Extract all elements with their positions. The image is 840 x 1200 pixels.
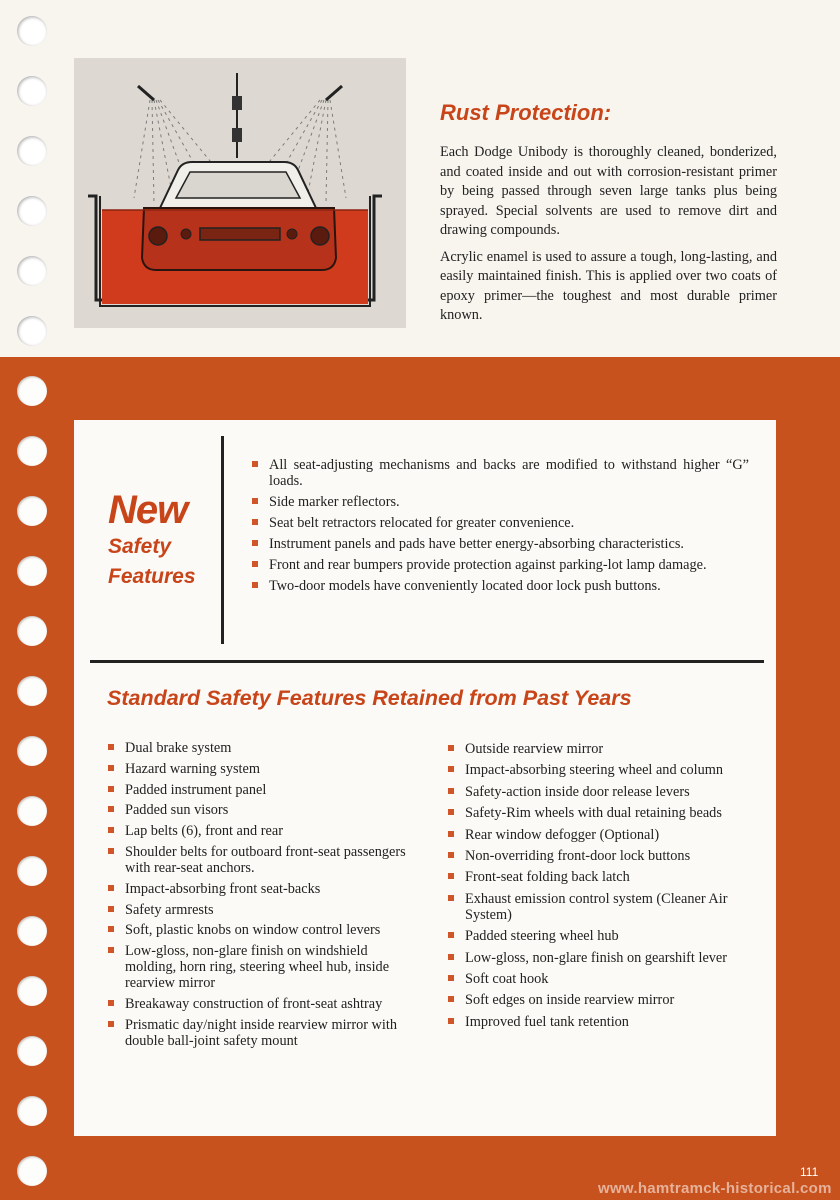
- binder-hole: [17, 1096, 47, 1126]
- list-item-text: Impact-absorbing steering wheel and column: [465, 762, 724, 779]
- list-item: [448, 1014, 753, 1030]
- list-item-text: Low-gloss, non-glare finish on windshield molding, horn ring, steering wheel hub, inside rearview mirror: [125, 943, 390, 992]
- bullet-icon: [448, 932, 454, 938]
- standard-safety-list-left: [108, 740, 408, 1054]
- bullet-icon: [448, 809, 454, 815]
- list-item: [448, 891, 753, 923]
- standard-safety-title: Standard Safety Features Retained from Past Years: [107, 686, 632, 710]
- list-item: [252, 457, 749, 489]
- binder-hole: [17, 856, 47, 886]
- list-item-text: Padded instrument panel: [125, 781, 267, 798]
- binder-holes: [0, 0, 60, 1200]
- binder-hole: [17, 616, 47, 646]
- bullet-icon: [448, 954, 454, 960]
- bullet-icon: [252, 540, 258, 546]
- binder-hole: [17, 796, 47, 826]
- rust-paragraph: Acrylic enamel is used to assure a tough, long-lasting, and easily maintained finish. This is applied over two coats of epoxy primer—the toughest and most durable primer known.: [440, 248, 777, 323]
- bullet-icon: [448, 745, 454, 751]
- standard-safety-list-right: [448, 741, 753, 1035]
- bullet-icon: [108, 848, 114, 854]
- binder-hole: [17, 376, 47, 406]
- new-safety-heading: [108, 488, 218, 592]
- list-item: [448, 762, 753, 778]
- bullet-icon: [108, 786, 114, 792]
- list-item: [448, 805, 753, 821]
- bullet-icon: [108, 1021, 114, 1027]
- new-heading-word: New: [108, 488, 188, 532]
- list-item: [448, 741, 753, 757]
- list-item-text: Padded sun visors: [125, 802, 229, 819]
- binder-hole: [17, 1156, 47, 1186]
- list-item-text: Soft, plastic knobs on window control levers: [125, 922, 381, 939]
- rust-protection-body: [440, 143, 777, 333]
- binder-hole: [17, 1036, 47, 1066]
- bullet-icon: [252, 582, 258, 588]
- binder-hole: [17, 316, 47, 346]
- binder-hole: [17, 76, 47, 106]
- new-heading-line: Features: [108, 565, 196, 588]
- bullet-icon: [448, 852, 454, 858]
- list-item-text: Two-door models have conveniently located door lock push buttons.: [269, 578, 661, 594]
- rust-dip-illustration: [74, 58, 406, 328]
- horizontal-divider: [90, 660, 764, 663]
- binder-hole: [17, 496, 47, 526]
- list-item: [448, 827, 753, 843]
- list-item-text: Seat belt retractors relocated for greater convenience.: [269, 515, 575, 531]
- list-item: [252, 557, 749, 573]
- list-item: [108, 761, 408, 777]
- bullet-icon: [108, 827, 114, 833]
- vertical-divider: [221, 436, 224, 644]
- bullet-icon: [252, 461, 258, 467]
- list-item: [252, 494, 749, 510]
- rust-protection-title: Rust Protection:: [440, 100, 612, 125]
- list-item: [448, 928, 753, 944]
- car-dip-tank-image: [74, 58, 406, 328]
- list-item: [108, 922, 408, 938]
- list-item-text: All seat-adjusting mechanisms and backs are modified to withstand higher “G” loads.: [269, 457, 749, 489]
- list-item-text: Front and rear bumpers provide protection against parking-lot lamp damage.: [269, 557, 707, 573]
- list-item: [448, 971, 753, 987]
- bullet-icon: [448, 996, 454, 1002]
- list-item: [252, 578, 749, 594]
- rust-paragraph: Each Dodge Unibody is thoroughly cleaned, bonderized, and coated inside and out with corrosion-resistant primer by being passed through seven large tanks plus being sprayed. Special solvents are used to remove dirt and drawing compounds.: [440, 144, 777, 238]
- list-item-text: Rear window defogger (Optional): [465, 826, 660, 843]
- list-item-text: Soft coat hook: [465, 970, 549, 987]
- new-safety-list: [252, 457, 749, 599]
- list-item-text: Low-gloss, non-glare finish on gearshift lever: [465, 949, 728, 966]
- safety-panel: [74, 420, 776, 1136]
- binder-hole: [17, 976, 47, 1006]
- list-item-text: Lap belts (6), front and rear: [125, 823, 283, 840]
- list-item-text: Impact-absorbing front seat-backs: [125, 880, 321, 897]
- binder-hole: [17, 556, 47, 586]
- bullet-icon: [108, 947, 114, 953]
- list-item: [108, 881, 408, 897]
- list-item: [108, 1017, 408, 1049]
- binder-hole: [17, 916, 47, 946]
- bullet-icon: [448, 831, 454, 837]
- list-item-text: Instrument panels and pads have better energy-absorbing characteristics.: [269, 536, 684, 552]
- list-item-text: Prismatic day/night inside rearview mirror with double ball-joint safety mount: [125, 1016, 397, 1049]
- list-item-text: Hazard warning system: [125, 760, 260, 777]
- bullet-icon: [448, 766, 454, 772]
- website-watermark[interactable]: www.hamtramck-historical.com: [598, 1180, 832, 1197]
- bullet-icon: [448, 895, 454, 901]
- list-item: [252, 515, 749, 531]
- list-item-text: Padded steering wheel hub: [465, 928, 619, 945]
- binder-hole: [17, 256, 47, 286]
- bullet-icon: [108, 744, 114, 750]
- list-item-text: Side marker reflectors.: [269, 494, 400, 510]
- binder-hole: [17, 436, 47, 466]
- bullet-icon: [448, 873, 454, 879]
- list-item-text: Breakaway construction of front-seat ashtray: [125, 995, 383, 1012]
- list-item: [108, 740, 408, 756]
- list-item-text: Safety armrests: [125, 901, 214, 918]
- list-item-text: Non-overriding front-door lock buttons: [465, 847, 691, 864]
- list-item-text: Outside rearview mirror: [465, 741, 604, 757]
- bullet-icon: [108, 885, 114, 891]
- list-item: [448, 992, 753, 1008]
- bullet-icon: [448, 975, 454, 981]
- binder-hole: [17, 736, 47, 766]
- bullet-icon: [108, 806, 114, 812]
- bullet-icon: [108, 1000, 114, 1006]
- list-item: [448, 848, 753, 864]
- bullet-icon: [448, 1018, 454, 1024]
- list-item: [108, 996, 408, 1012]
- list-item: [108, 782, 408, 798]
- list-item: [108, 844, 408, 876]
- list-item: [108, 902, 408, 918]
- list-item-text: Front-seat folding back latch: [465, 869, 630, 886]
- list-item: [252, 536, 749, 552]
- list-item-text: Safety-Rim wheels with dual retaining beads: [465, 805, 722, 822]
- binder-hole: [17, 196, 47, 226]
- list-item-text: Dual brake system: [125, 740, 232, 756]
- binder-hole: [17, 676, 47, 706]
- list-item-text: Safety-action inside door release levers: [465, 783, 690, 800]
- bullet-icon: [252, 498, 258, 504]
- list-item: [448, 950, 753, 966]
- list-item: [108, 823, 408, 839]
- bullet-icon: [108, 926, 114, 932]
- bullet-icon: [108, 906, 114, 912]
- list-item: [108, 943, 408, 991]
- list-item-text: Shoulder belts for outboard front-seat passengers with rear-seat anchors.: [125, 843, 406, 876]
- bullet-icon: [448, 788, 454, 794]
- bullet-icon: [252, 561, 258, 567]
- binder-hole: [17, 136, 47, 166]
- list-item: [448, 784, 753, 800]
- list-item: [108, 802, 408, 818]
- list-item-text: Soft edges on inside rearview mirror: [465, 992, 675, 1009]
- list-item: [448, 869, 753, 885]
- list-item-text: Exhaust emission control system (Cleaner Air System): [465, 890, 728, 923]
- bullet-icon: [252, 519, 258, 525]
- page-number: 111: [800, 1165, 819, 1179]
- new-heading-line: Safety: [108, 535, 172, 558]
- list-item-text: Improved fuel tank retention: [465, 1013, 629, 1030]
- binder-hole: [17, 16, 47, 46]
- bullet-icon: [108, 765, 114, 771]
